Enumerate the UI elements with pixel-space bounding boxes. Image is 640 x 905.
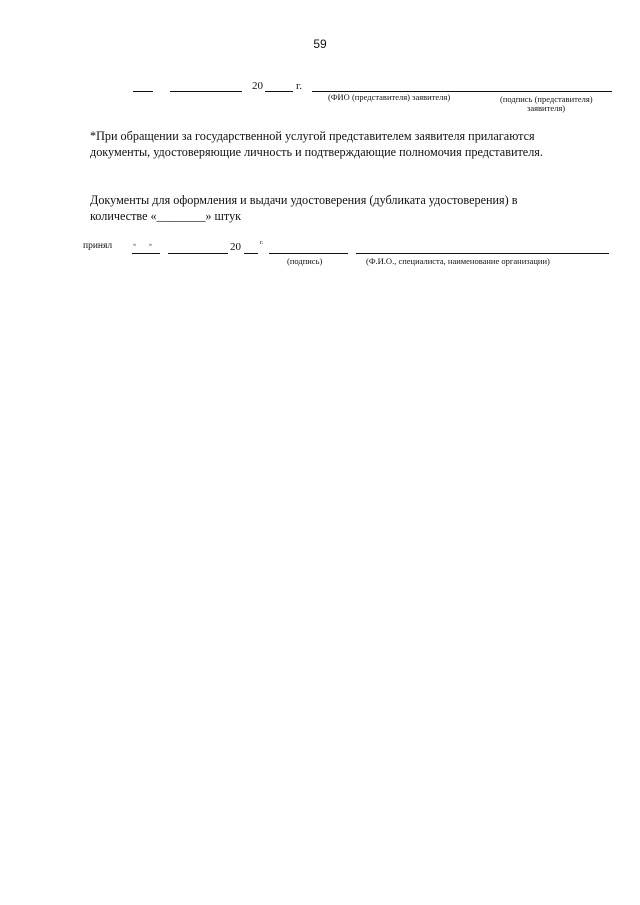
month-blank: [170, 91, 242, 92]
year-prefix: 20: [252, 80, 263, 92]
year-blank: [265, 91, 293, 92]
accepted-year-blank: [244, 253, 258, 254]
caption-accepted-signature: (подпись): [287, 256, 323, 266]
accepted-year-suffix: г.: [260, 240, 264, 246]
accepted-year-prefix: 20: [230, 241, 241, 253]
year-suffix: г.: [296, 80, 303, 92]
accepted-label: принял: [83, 241, 113, 251]
day-blank: [133, 91, 153, 92]
representative-note-line-2: документы, удостоверяющие личность и подтверждающие полномочия представителя.: [90, 145, 543, 159]
quote-close: »: [149, 242, 152, 248]
caption-specialist: (Ф.И.О., специалиста, наименование организации): [366, 256, 550, 266]
representative-note-line-1: *При обращении за государственной услугой представителем заявителя прилагаются: [90, 129, 535, 143]
quote-open: «: [133, 242, 136, 248]
documents-count-line-2: количестве «________» штук: [90, 209, 242, 223]
accepted-signature-blank: [269, 253, 348, 254]
representative-note: [90, 128, 594, 160]
documents-count: [90, 192, 594, 224]
accepted-day-blank: [132, 253, 160, 254]
accepted-specialist-blank: [356, 253, 609, 254]
caption-applicant-signature: (подпись (представителя): [500, 94, 593, 104]
documents-count-line-1: Документы для оформления и выдачи удостоверения (дубликата удостоверения) в: [90, 193, 518, 207]
page-number: 59: [313, 37, 327, 51]
accepted-month-blank: [168, 253, 228, 254]
caption-applicant-signature-2: заявителя): [527, 103, 566, 113]
caption-applicant-name: (ФИО (представителя) заявителя): [328, 92, 451, 102]
